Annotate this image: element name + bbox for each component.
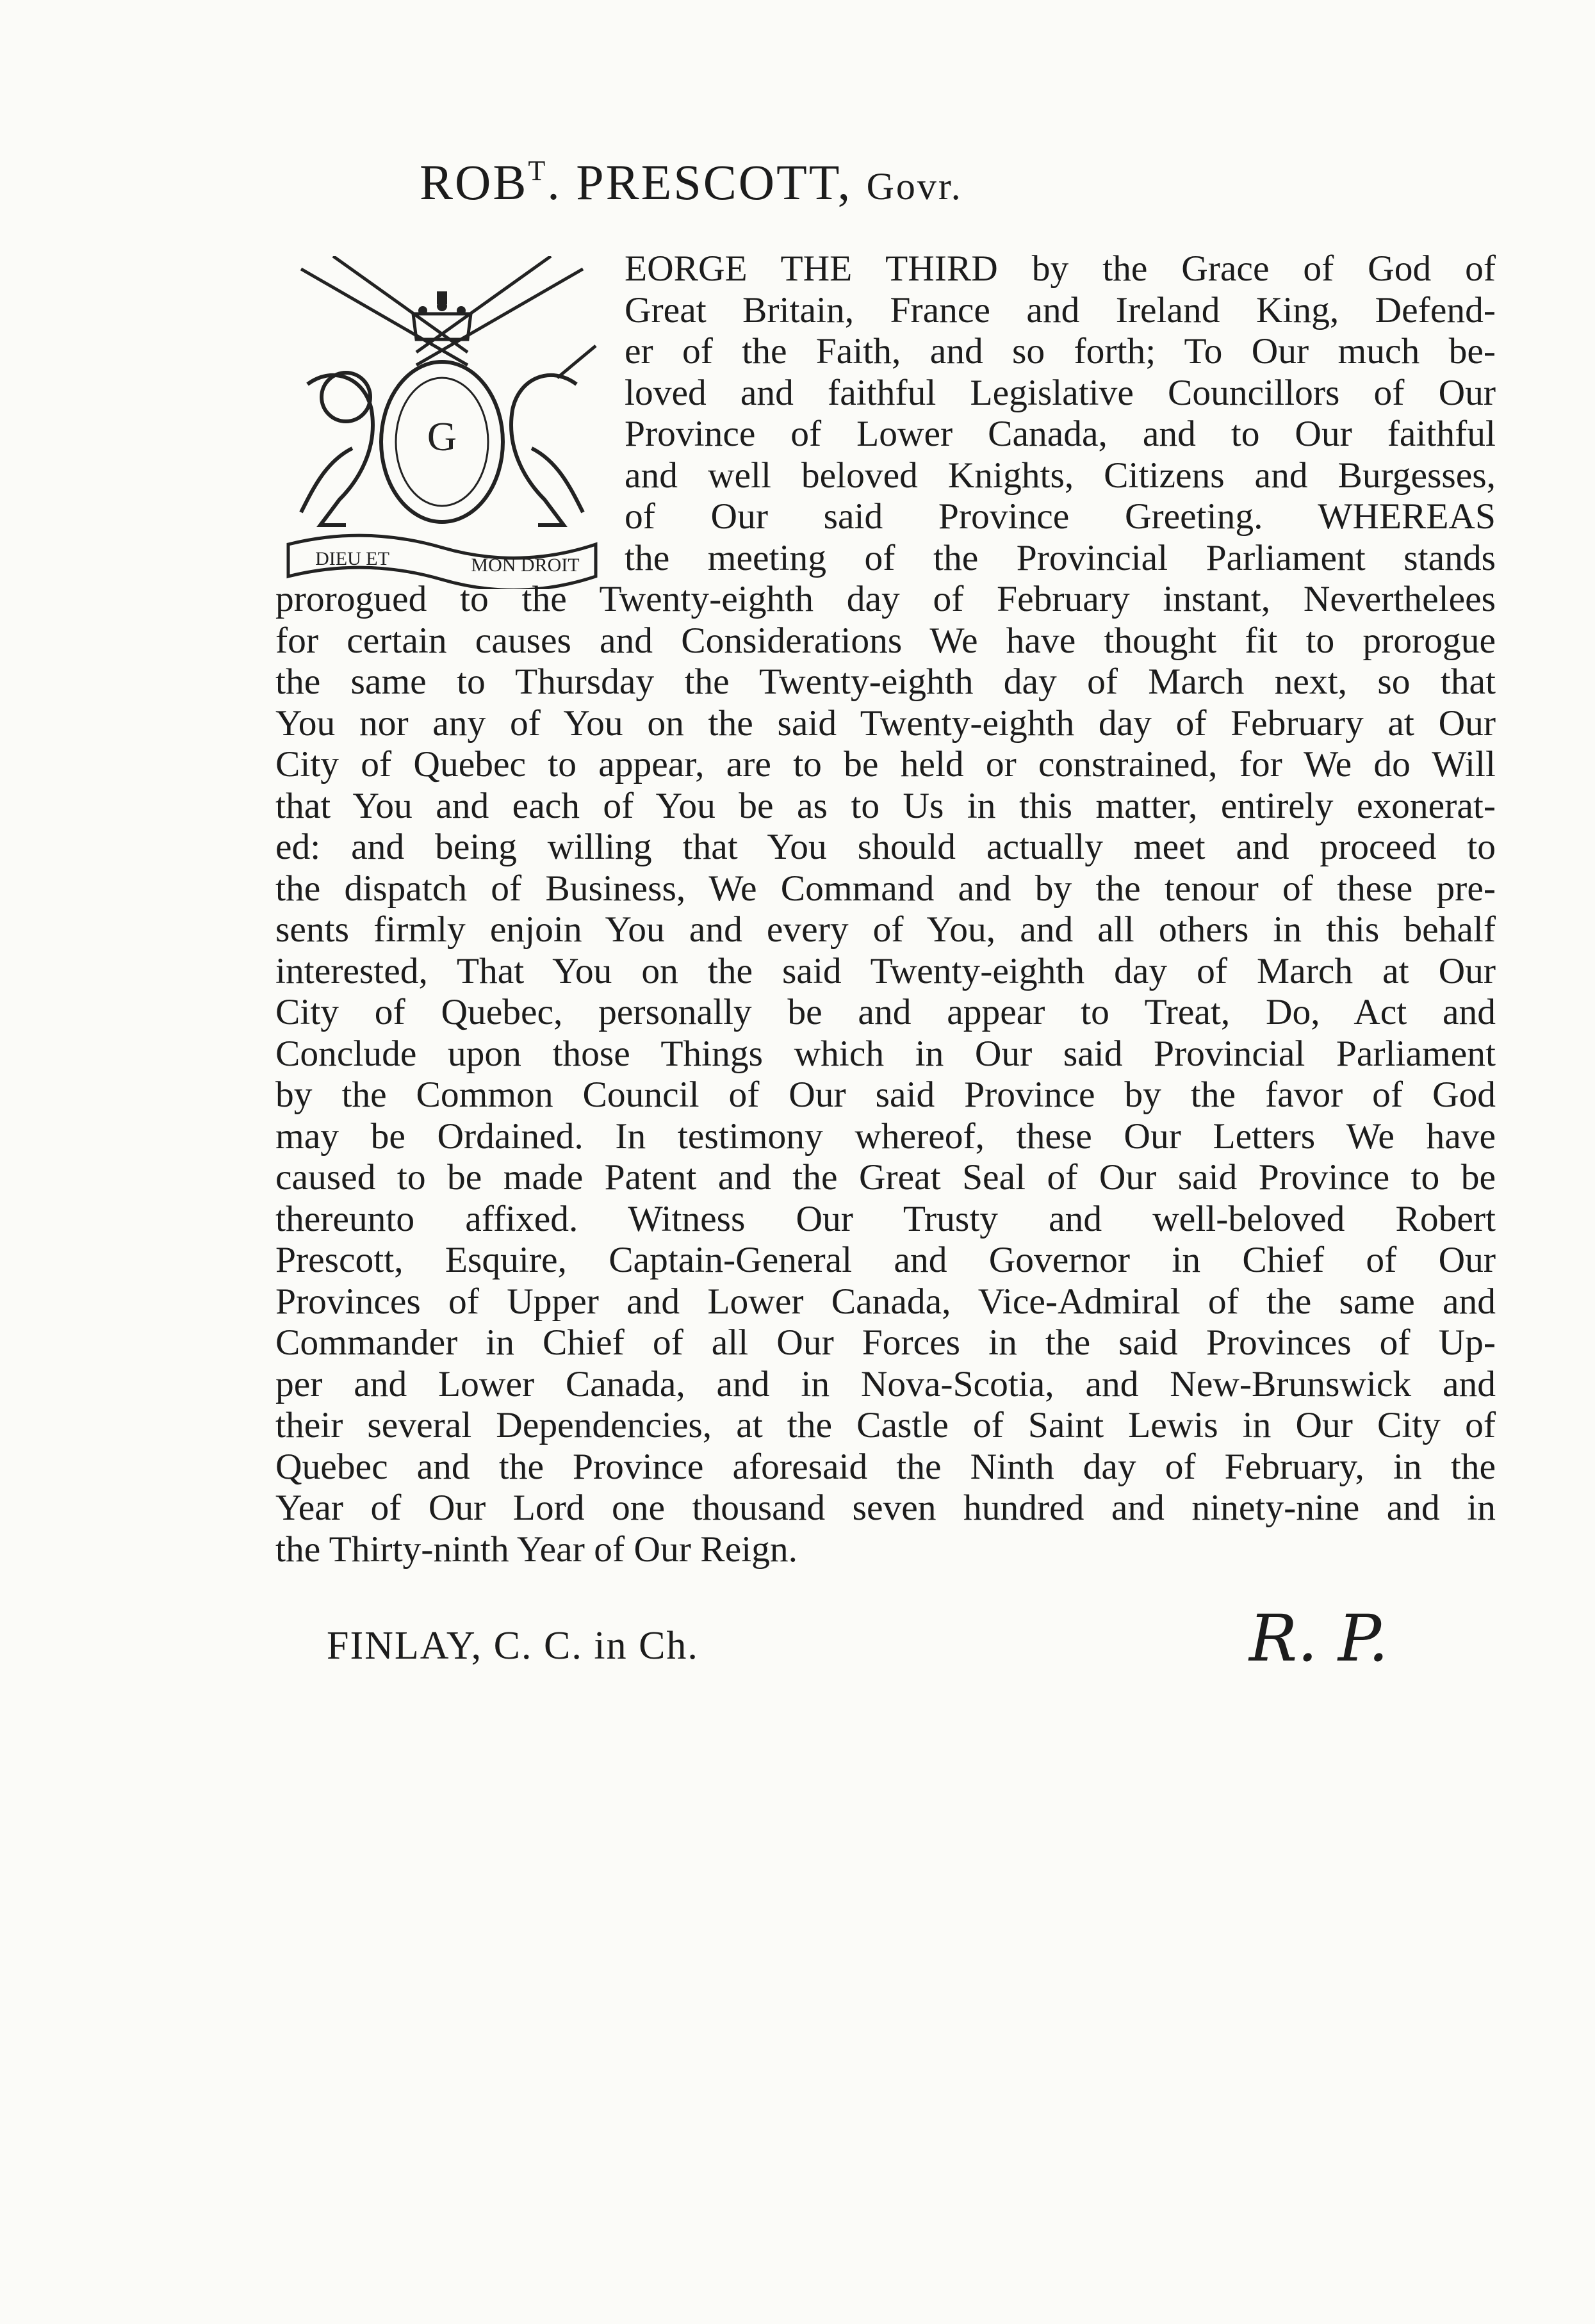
text-line: prorogued to the Twenty-eighth day of February instant, Neverthelees: [275, 579, 1496, 619]
text-line: by the Common Council of Our said Province by the favor of God: [275, 1075, 1496, 1115]
header-name-rest: . PRESCOTT,: [547, 154, 867, 210]
header-superscript: T: [528, 155, 548, 186]
text-line: Year of Our Lord one thousand seven hundred and ninety-nine and in: [275, 1488, 1496, 1528]
text-line: caused to be made Patent and the Great Seal of Our said Province to be: [275, 1157, 1496, 1198]
text-line: Great Britain, France and Ireland King, Defend-: [625, 289, 1496, 330]
text-line: Quebec and the Province aforesaid the Ninth day of February, in the: [275, 1446, 1496, 1487]
text-line: sents firmly enjoin You and every of You, and all others in this behalf: [275, 909, 1496, 950]
text-line: er of the Faith, and so forth; To Our much be-: [625, 331, 1496, 371]
proclamation-body: [275, 248, 1496, 1570]
header-title: Govr.: [866, 165, 963, 207]
text-line: the dispatch of Business, We Command and by the tenour of these pre-: [275, 868, 1496, 909]
text-line: City of Quebec, personally be and appear to Treat, Do, Act and: [275, 992, 1496, 1032]
text-line: of Our said Province Greeting. WHEREAS: [625, 496, 1496, 537]
text-line: that You and each of You be as to Us in this matter, entirely exonerat-: [275, 785, 1496, 826]
text-line: City of Quebec to appear, are to be held or constrained, for We do Will: [275, 744, 1496, 784]
crest-motto-right: MON DROIT: [471, 555, 580, 576]
governor-initials: R. P.: [1249, 1601, 1389, 1676]
text-line: Conclude upon those Things which in Our said Provincial Parliament: [275, 1033, 1496, 1074]
text-line: interested, That You on the said Twenty-eighth day of March at Our: [275, 950, 1496, 991]
text-line: the meeting of the Provincial Parliament stands: [625, 537, 1496, 578]
page-title: [420, 154, 963, 211]
text-line: ed: and being willing that You should actually meet and proceed to: [275, 827, 1496, 867]
crest-motto-left: DIEU ET: [315, 548, 389, 569]
text-line: You nor any of You on the said Twenty-eighth day of February at Our: [275, 703, 1496, 744]
text-line: loved and faithful Legislative Councillors of Our: [625, 372, 1496, 413]
text-line: the Thirty-ninth Year of Our Reign.: [275, 1529, 798, 1570]
text-line: may be Ordained. In testimony whereof, these Our Letters We have: [275, 1116, 1496, 1157]
header-name: ROB: [420, 154, 528, 210]
text-line: their several Dependencies, at the Castle of Saint Lewis in Our City of: [275, 1405, 1496, 1445]
text-line: Prescott, Esquire, Captain-General and Governor in Chief of Our: [275, 1240, 1496, 1280]
clerk-signature: FINLAY, C. C. in Ch.: [327, 1624, 699, 1668]
text-line: thereunto affixed. Witness Our Trusty and well-beloved Robert: [275, 1198, 1496, 1239]
text-line: and well beloved Knights, Citizens and Burgesses,: [625, 455, 1496, 496]
text-line: Province of Lower Canada, and to Our faithful: [625, 414, 1496, 454]
text-line: Commander in Chief of all Our Forces in the said Provinces of Up-: [275, 1322, 1496, 1363]
text-line: EORGE THE THIRD by the Grace of God of: [625, 248, 1496, 289]
text-line: for certain causes and Considerations We have thought fit to prorogue: [275, 620, 1496, 661]
text-line: Provinces of Upper and Lower Canada, Vice-Admiral of the same and: [275, 1281, 1496, 1322]
text-line: the same to Thursday the Twenty-eighth day of March next, so that: [275, 662, 1496, 702]
text-line: per and Lower Canada, and in Nova-Scotia, and New-Brunswick and: [275, 1363, 1496, 1404]
crest-letter: G: [427, 414, 457, 459]
